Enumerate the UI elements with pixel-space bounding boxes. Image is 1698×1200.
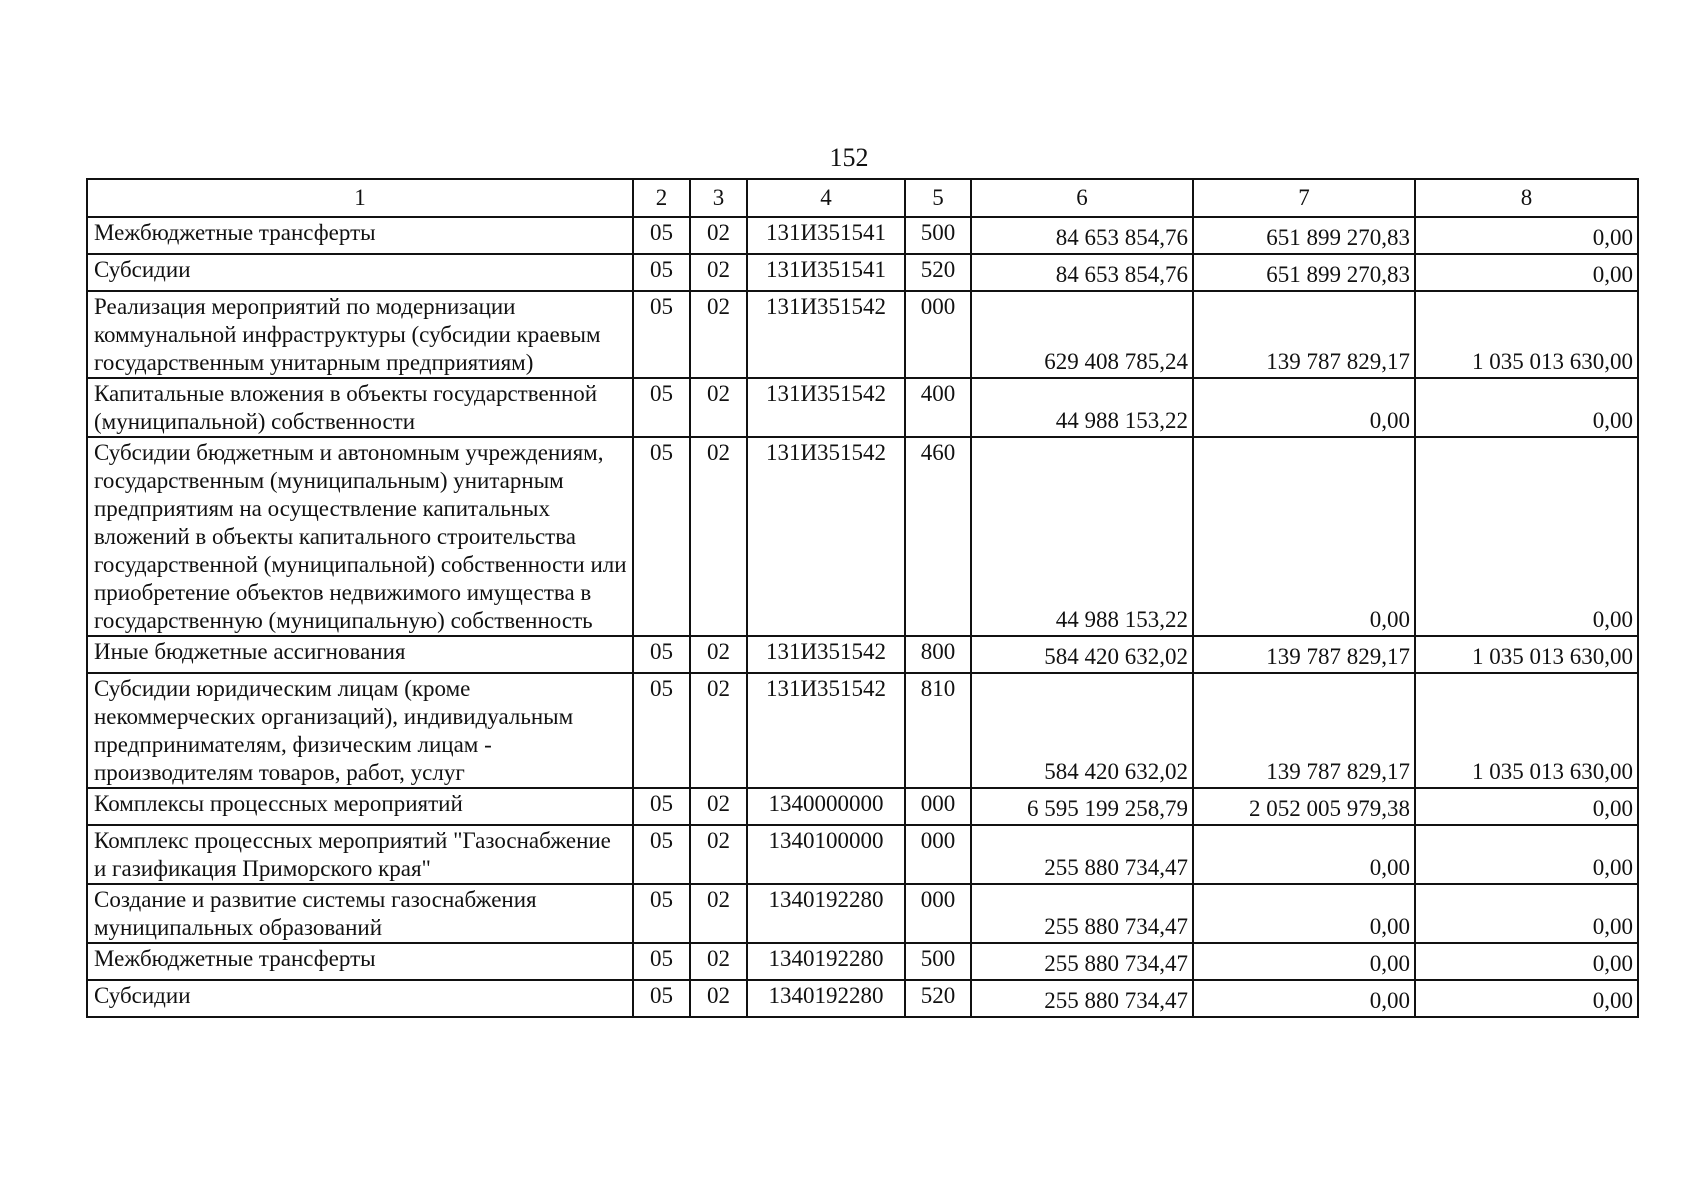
cell-target-article: 131И351542 [747, 673, 905, 788]
cell-section: 05 [633, 943, 690, 980]
cell-expense-type: 810 [905, 673, 971, 788]
cell-section: 05 [633, 884, 690, 943]
cell-amount-8: 0,00 [1415, 378, 1638, 437]
cell-amount-8: 0,00 [1415, 254, 1638, 291]
cell-expense-type: 460 [905, 437, 971, 636]
row-name: Создание и развитие системы газоснабжения муниципальных образований [87, 884, 633, 943]
cell-subsection: 02 [690, 825, 747, 884]
cell-section: 05 [633, 825, 690, 884]
cell-subsection: 02 [690, 884, 747, 943]
row-name: Комплекс процессных мероприятий "Газоснабжение и газификация Приморского края" [87, 825, 633, 884]
cell-target-article: 1340100000 [747, 825, 905, 884]
row-name: Капитальные вложения в объекты государственной (муниципальной) собственности [87, 378, 633, 437]
row-name: Межбюджетные трансферты [87, 217, 633, 254]
column-header: 8 [1415, 179, 1638, 217]
cell-amount-8: 1 035 013 630,00 [1415, 291, 1638, 378]
cell-amount-7: 139 787 829,17 [1193, 673, 1415, 788]
cell-subsection: 02 [690, 788, 747, 825]
cell-subsection: 02 [690, 217, 747, 254]
cell-section: 05 [633, 788, 690, 825]
cell-section: 05 [633, 217, 690, 254]
cell-amount-7: 2 052 005 979,38 [1193, 788, 1415, 825]
cell-amount-7: 651 899 270,83 [1193, 254, 1415, 291]
cell-section: 05 [633, 673, 690, 788]
cell-amount-8: 0,00 [1415, 788, 1638, 825]
cell-section: 05 [633, 980, 690, 1017]
budget-table [86, 178, 1639, 1018]
cell-target-article: 1340192280 [747, 943, 905, 980]
cell-amount-6: 255 880 734,47 [971, 980, 1193, 1017]
row-name: Межбюджетные трансферты [87, 943, 633, 980]
column-header: 1 [87, 179, 633, 217]
cell-subsection: 02 [690, 291, 747, 378]
cell-subsection: 02 [690, 254, 747, 291]
cell-amount-8: 0,00 [1415, 217, 1638, 254]
cell-amount-6: 255 880 734,47 [971, 943, 1193, 980]
table-row [87, 291, 1638, 378]
column-header: 3 [690, 179, 747, 217]
cell-amount-7: 0,00 [1193, 825, 1415, 884]
cell-amount-8: 0,00 [1415, 943, 1638, 980]
cell-amount-7: 0,00 [1193, 378, 1415, 437]
cell-amount-8: 0,00 [1415, 980, 1638, 1017]
table-row [87, 673, 1638, 788]
cell-amount-7: 139 787 829,17 [1193, 291, 1415, 378]
cell-amount-6: 44 988 153,22 [971, 378, 1193, 437]
cell-expense-type: 400 [905, 378, 971, 437]
cell-amount-6: 6 595 199 258,79 [971, 788, 1193, 825]
cell-section: 05 [633, 437, 690, 636]
cell-expense-type: 000 [905, 884, 971, 943]
cell-section: 05 [633, 291, 690, 378]
cell-amount-8: 0,00 [1415, 884, 1638, 943]
cell-amount-6: 84 653 854,76 [971, 217, 1193, 254]
cell-target-article: 131И351542 [747, 636, 905, 673]
row-name: Реализация мероприятий по модернизации коммунальной инфраструктуры (субсидии краевым государственным унитарным предприятиям) [87, 291, 633, 378]
cell-amount-7: 651 899 270,83 [1193, 217, 1415, 254]
table-row [87, 788, 1638, 825]
table-row [87, 437, 1638, 636]
cell-amount-6: 255 880 734,47 [971, 825, 1193, 884]
table-row [87, 636, 1638, 673]
column-header: 5 [905, 179, 971, 217]
header-row [87, 179, 1638, 217]
cell-target-article: 131И351541 [747, 217, 905, 254]
cell-target-article: 1340000000 [747, 788, 905, 825]
cell-expense-type: 000 [905, 788, 971, 825]
cell-amount-7: 0,00 [1193, 884, 1415, 943]
cell-subsection: 02 [690, 437, 747, 636]
cell-amount-8: 0,00 [1415, 825, 1638, 884]
cell-expense-type: 000 [905, 825, 971, 884]
cell-section: 05 [633, 636, 690, 673]
row-name: Субсидии бюджетным и автономным учреждениям, государственным (муниципальным) унитарным предприятиям на осуществление капитальных вложений в объекты капитального строительства государственной (муниципальной) собственности или приобретение объектов недвижимого имущества в государственную (муниципальную) собственность [87, 437, 633, 636]
row-name: Субсидии [87, 980, 633, 1017]
row-name: Комплексы процессных мероприятий [87, 788, 633, 825]
cell-target-article: 131И351542 [747, 291, 905, 378]
cell-expense-type: 500 [905, 943, 971, 980]
cell-amount-7: 0,00 [1193, 437, 1415, 636]
cell-target-article: 1340192280 [747, 980, 905, 1017]
cell-amount-7: 0,00 [1193, 980, 1415, 1017]
cell-subsection: 02 [690, 378, 747, 437]
column-header: 2 [633, 179, 690, 217]
table-row [87, 884, 1638, 943]
cell-amount-8: 1 035 013 630,00 [1415, 636, 1638, 673]
cell-amount-6: 584 420 632,02 [971, 673, 1193, 788]
cell-subsection: 02 [690, 636, 747, 673]
table-row [87, 825, 1638, 884]
page-number: 152 [829, 143, 869, 172]
cell-subsection: 02 [690, 980, 747, 1017]
cell-expense-type: 000 [905, 291, 971, 378]
cell-amount-8: 0,00 [1415, 437, 1638, 636]
cell-amount-6: 629 408 785,24 [971, 291, 1193, 378]
table-row [87, 217, 1638, 254]
cell-expense-type: 800 [905, 636, 971, 673]
cell-target-article: 131И351541 [747, 254, 905, 291]
cell-amount-7: 139 787 829,17 [1193, 636, 1415, 673]
cell-amount-6: 255 880 734,47 [971, 884, 1193, 943]
cell-subsection: 02 [690, 943, 747, 980]
table-row [87, 980, 1638, 1017]
cell-target-article: 131И351542 [747, 378, 905, 437]
cell-section: 05 [633, 254, 690, 291]
cell-amount-7: 0,00 [1193, 943, 1415, 980]
table-row [87, 378, 1638, 437]
cell-amount-8: 1 035 013 630,00 [1415, 673, 1638, 788]
cell-target-article: 131И351542 [747, 437, 905, 636]
row-name: Иные бюджетные ассигнования [87, 636, 633, 673]
table-row [87, 254, 1638, 291]
cell-section: 05 [633, 378, 690, 437]
cell-amount-6: 44 988 153,22 [971, 437, 1193, 636]
cell-target-article: 1340192280 [747, 884, 905, 943]
cell-expense-type: 520 [905, 980, 971, 1017]
row-name: Субсидии [87, 254, 633, 291]
cell-subsection: 02 [690, 673, 747, 788]
cell-expense-type: 500 [905, 217, 971, 254]
cell-expense-type: 520 [905, 254, 971, 291]
cell-amount-6: 84 653 854,76 [971, 254, 1193, 291]
column-header: 4 [747, 179, 905, 217]
cell-amount-6: 584 420 632,02 [971, 636, 1193, 673]
row-name: Субсидии юридическим лицам (кроме некоммерческих организаций), индивидуальным предпринимателям, физическим лицам - производителям товаров, работ, услуг [87, 673, 633, 788]
column-header: 7 [1193, 179, 1415, 217]
table-row [87, 943, 1638, 980]
column-header: 6 [971, 179, 1193, 217]
